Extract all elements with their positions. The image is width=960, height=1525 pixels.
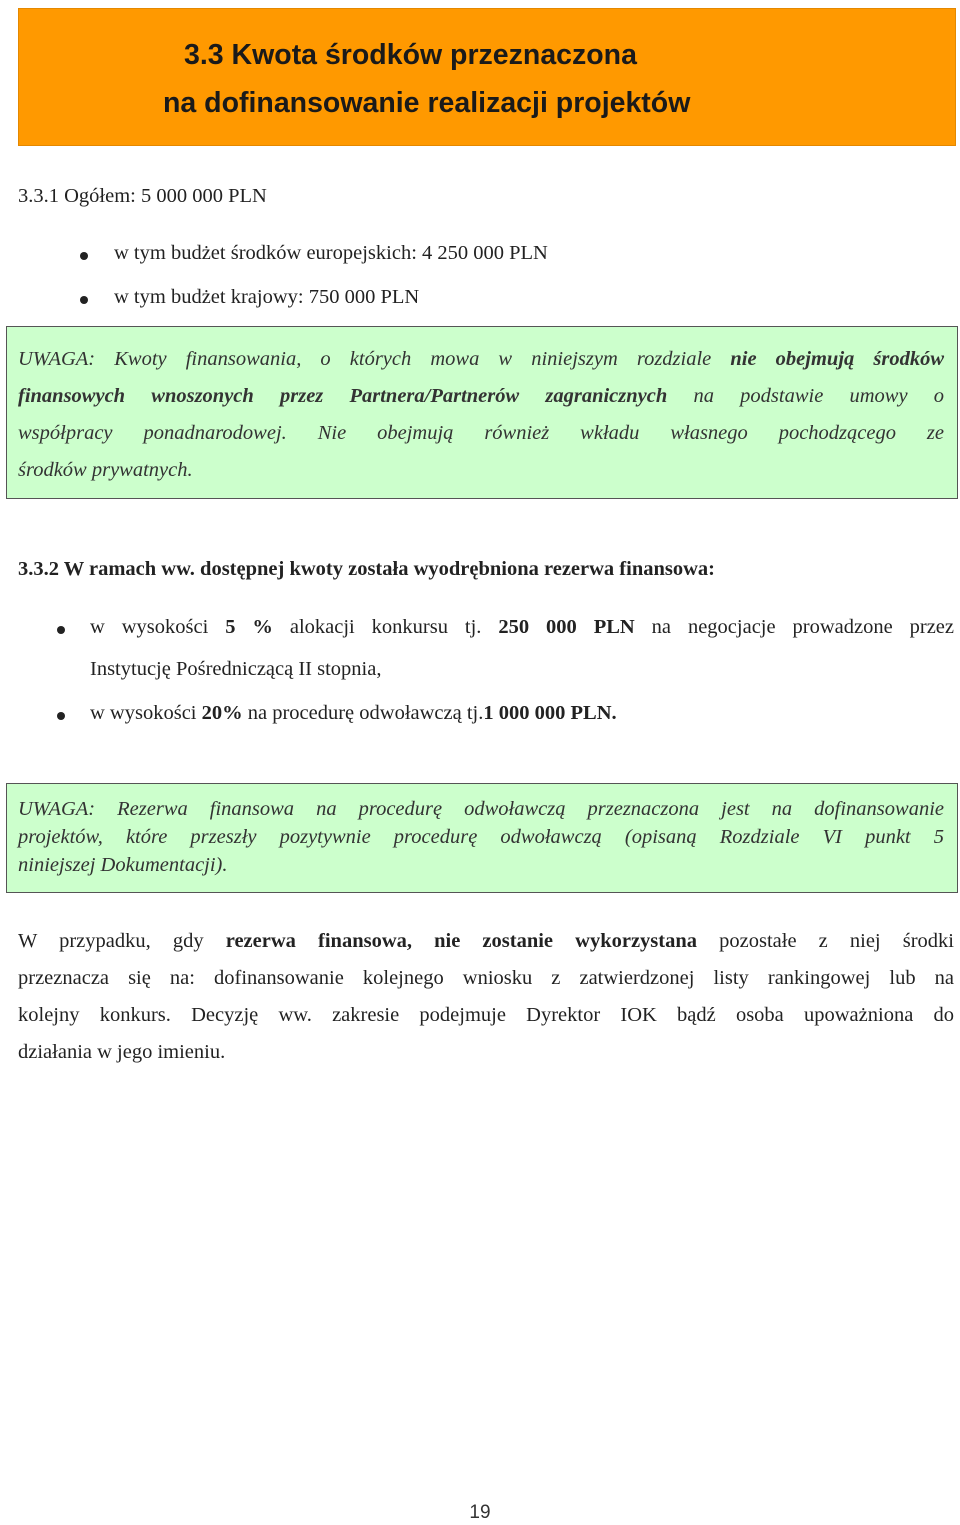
paragraph-line: W przypadku, gdy rezerwa finansowa, nie zostanie wykorzystana pozostałe z niej środki (18, 930, 954, 952)
list-item (90, 702, 617, 725)
list-item-text: w wysokości 20% na procedurę odwoławczą tj.1 000 000 PLN. (90, 702, 617, 724)
section-title-line-2: na dofinansowanie realizacji projektów (163, 87, 691, 119)
note-text: UWAGA: Kwoty finansowania, o których mowa w niniejszym rozdziale (18, 348, 731, 370)
heading-text: 3.3.2 W ramach ww. dostępnej kwoty została wyodrębniona rezerwa finansowa: (18, 558, 715, 580)
bullet-icon (57, 712, 65, 720)
note-line: niniejszej Dokumentacji). (18, 854, 228, 876)
note-text: na podstawie umowy o (667, 385, 945, 407)
note-emphasis: nie obejmują środków (730, 348, 944, 370)
note-line: UWAGA: Rezerwa finansowa na procedurę odwoławczą przeznaczona jest na dofinansowanie (18, 798, 944, 820)
note-line: współpracy ponadnarodowej. Nie obejmują również wkładu własnego pochodzącego ze (18, 422, 944, 444)
bullet-icon (80, 296, 88, 304)
note-line: projektów, które przeszły pozytywnie procedurę odwoławczą (opisaną Rozdziale VI punkt 5 (18, 826, 944, 848)
list-item-text: w wysokości 5 % alokacji konkursu tj. 250 000 PLN na negocjacje prowadzone przez (90, 616, 955, 638)
page-number: 19 (469, 1502, 491, 1523)
note-emphasis: finansowych wnoszonych przez Partnera/Partnerów zagranicznych (18, 385, 668, 407)
paragraph-line: przeznacza się na: dofinansowanie kolejnego wniosku z zatwierdzonej listy rankingowej lub na (18, 967, 954, 989)
note-line (18, 348, 944, 371)
paragraph-line: działania w jego imieniu. (18, 1041, 226, 1063)
section-title-line-1: 3.3 Kwota środków przeznaczona (184, 39, 637, 71)
note-line (18, 385, 944, 408)
note-box-reserve (6, 783, 958, 893)
bullet-icon (57, 626, 65, 634)
list-item (90, 616, 956, 639)
list-item-text: w tym budżet krajowy: 750 000 PLN (114, 286, 420, 308)
list-item-continuation: Instytucję Pośredniczącą II stopnia, (90, 658, 382, 680)
subsection-heading-3-3-1: 3.3.1 Ogółem: 5 000 000 PLN (18, 185, 267, 207)
note-line: środków prywatnych. (18, 459, 193, 481)
bullet-icon (80, 252, 88, 260)
section-title-banner (18, 8, 956, 146)
note-box-funding (6, 326, 958, 499)
paragraph-line: kolejny konkurs. Decyzję ww. zakresie podejmuje Dyrektor IOK bądź osoba upoważniona do (18, 1004, 954, 1026)
subsection-heading-3-3-2 (18, 558, 715, 581)
list-item-text: w tym budżet środków europejskich: 4 250 000 PLN (114, 242, 548, 264)
